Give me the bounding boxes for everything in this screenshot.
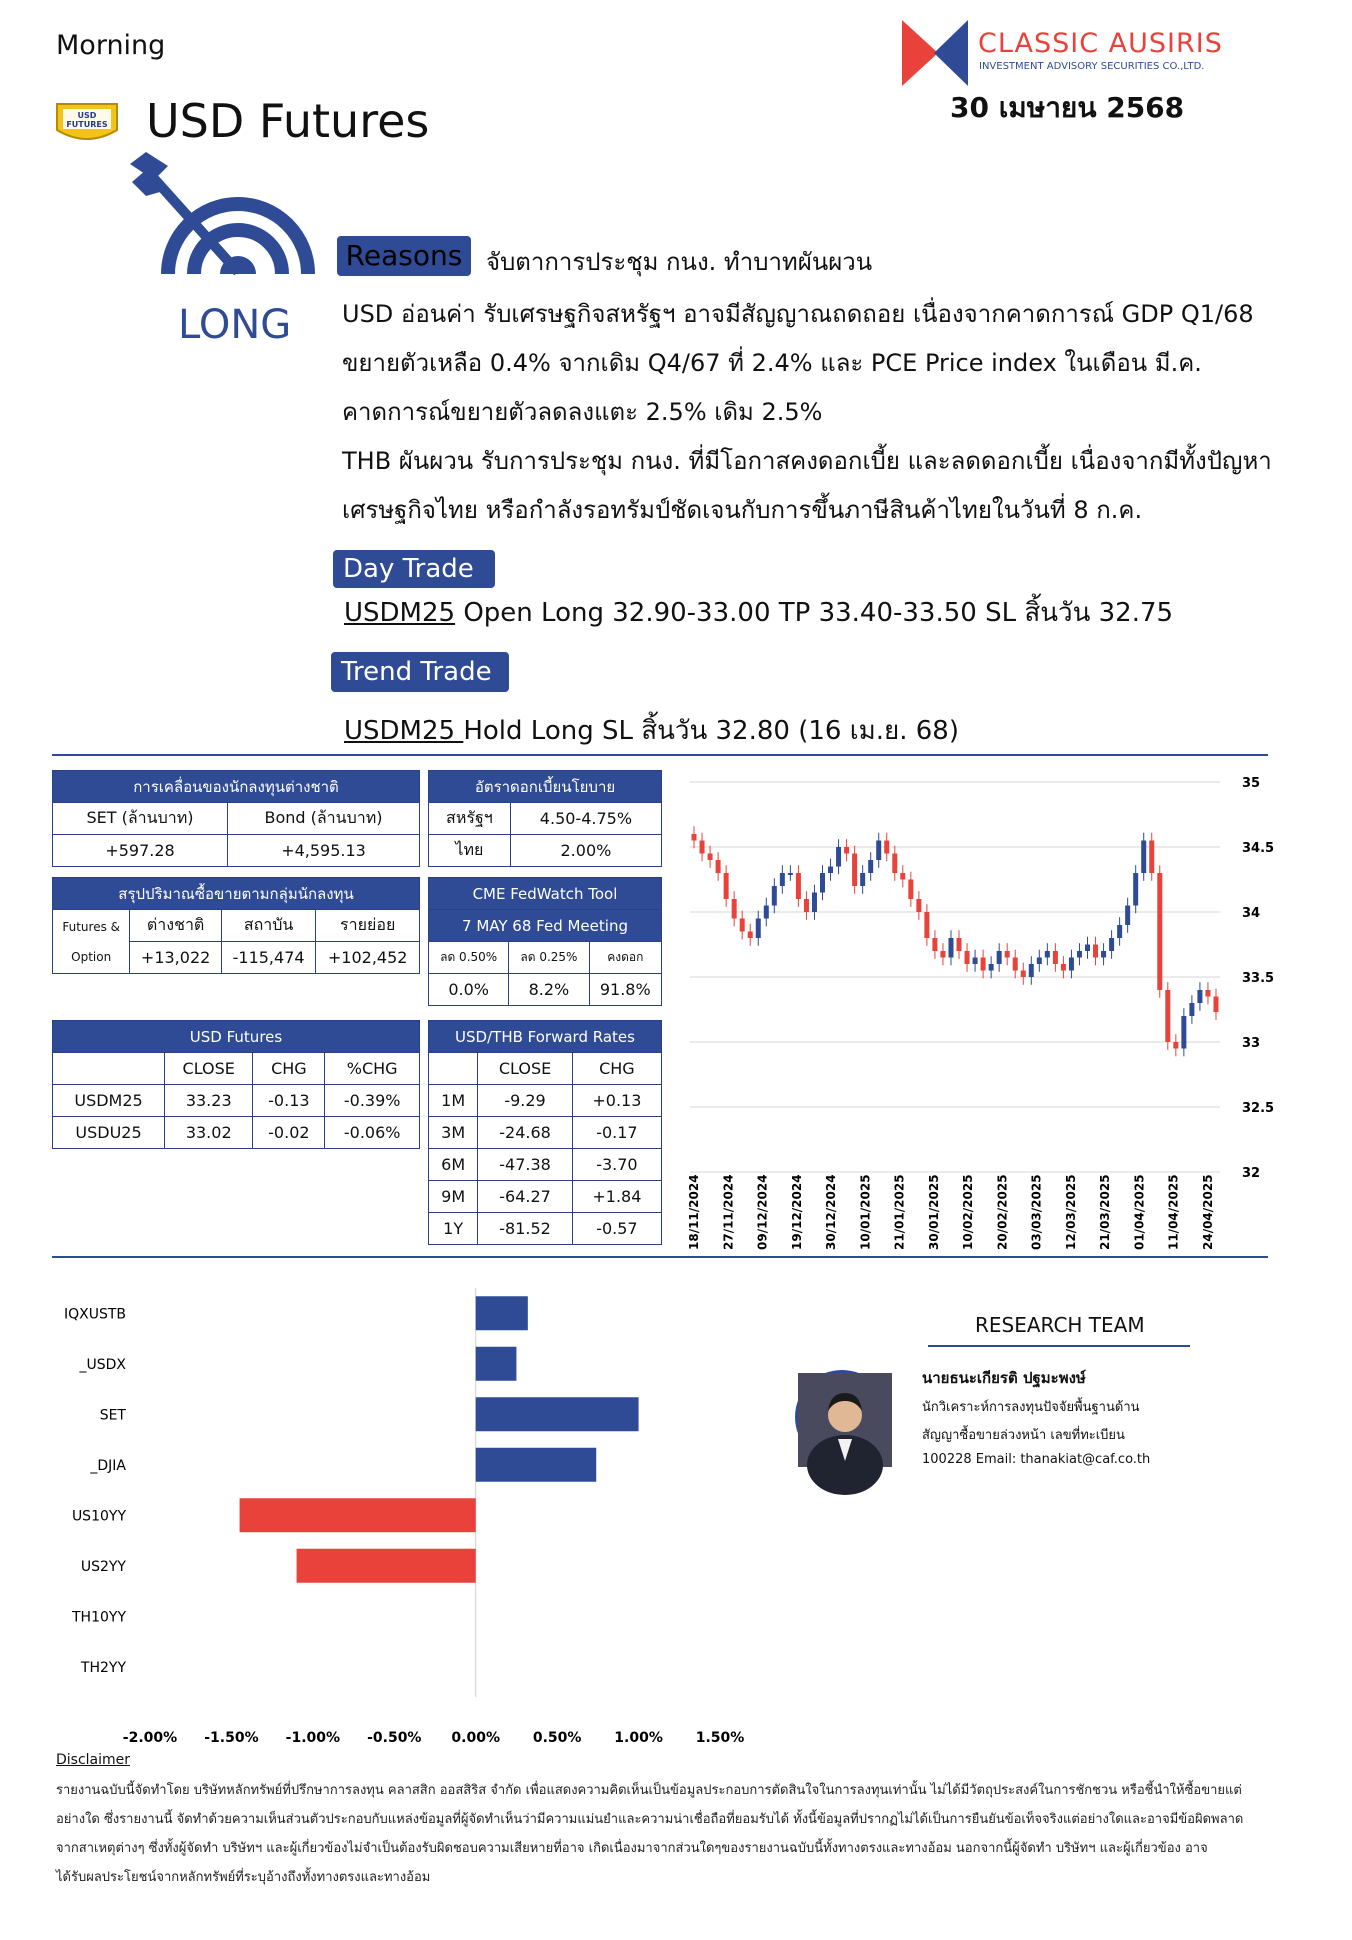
candle <box>860 873 865 886</box>
day-trade-line <box>344 592 1173 633</box>
x-tick-label: 01/04/2025 <box>1132 1174 1147 1250</box>
candle <box>804 899 809 912</box>
x-tick-label: 20/02/2025 <box>995 1174 1010 1250</box>
forward-rates-h-close: CLOSE <box>478 1053 572 1085</box>
fedwatch-v2: 8.2% <box>509 974 589 1006</box>
forward-rates-blank-header <box>429 1053 478 1085</box>
day-trade-label: Day Trade <box>333 550 495 588</box>
bar <box>476 1296 528 1330</box>
candle <box>1061 964 1066 971</box>
fedwatch-v1: 0.0% <box>429 974 509 1006</box>
candle <box>772 886 777 906</box>
candle <box>836 847 841 867</box>
candle <box>916 899 921 912</box>
disclaimer-line-1: รายงานฉบับนี้จัดทำโดย บริษัทหลักทรัพย์ที่ปรึกษาการลงทุน คลาสสิก ออสสิริส จำกัด เพื่อแสดงความคิดเห็นเป็นข้อมูลประกอบการตัดสินใจในการลงทุนเท่านั้น ไม่ได้มีวัตถุประสงค์ในการชักชวน หรือชี้นำให้ซื้อขายแต่ <box>56 1783 1242 1798</box>
candle <box>981 958 986 971</box>
investor-summary-v2: -115,474 <box>221 942 316 974</box>
bar-category-label: TH2YY <box>80 1659 126 1676</box>
x-tick-label: 24/04/2025 <box>1201 1174 1215 1250</box>
x-tick-label: 30/01/2025 <box>926 1174 941 1250</box>
candle <box>940 951 945 958</box>
usd-futures-name: USDU25 <box>53 1117 165 1149</box>
brand-logo <box>900 18 970 88</box>
candle <box>724 873 729 899</box>
analyst-role-3: 100228 Email: thanakiat@caf.co.th <box>922 1452 1151 1467</box>
forward-chg: -0.17 <box>572 1117 661 1149</box>
bar <box>476 1448 597 1482</box>
usd-futures-blank-header <box>53 1053 165 1085</box>
candle <box>700 841 705 854</box>
disclaimer-body <box>56 1776 1243 1892</box>
reasons-line-4: THB ผันผวน รับการประชุม กนง. ที่มีโอกาสคงดอกเบี้ย และลดดอกเบี้ย เนื่องจากมีทั้งปัญหา <box>342 447 1272 475</box>
x-tick-label: 10/02/2025 <box>961 1174 976 1250</box>
forward-close: -64.27 <box>478 1181 572 1213</box>
usd-futures-close: 33.02 <box>165 1117 253 1149</box>
reasons-line-2: ขยายตัวเหลือ 0.4% จากเดิม Q4/67 ที่ 2.4% และ PCE Price index ในเดือน มี.ค. <box>342 349 1202 377</box>
x-tick-label: 09/12/2024 <box>755 1174 770 1250</box>
x-tick-label: 30/12/2024 <box>824 1174 839 1250</box>
bar-category-label: _DJIA <box>90 1457 126 1474</box>
trend-trade-label: Trend Trade <box>331 652 509 692</box>
forward-chg: +1.84 <box>572 1181 661 1213</box>
foreign-flow-col1: SET (ล้านบาท) <box>53 803 228 835</box>
table-row <box>53 1117 420 1149</box>
analyst-role-2: สัญญาซื้อขายล่วงหน้า เลขที่ทะเบียน <box>922 1428 1125 1443</box>
candle <box>1205 990 1210 997</box>
investor-summary-title: สรุปปริมาณซื้อขายตามกลุ่มนักลงทุน <box>53 878 420 910</box>
analyst-name: นายธนะเกียรติ ปฐมะพงษ์ <box>922 1369 1086 1387</box>
y-tick-label: 32 <box>1242 1166 1261 1181</box>
candle <box>852 854 857 887</box>
candle <box>1173 1042 1178 1049</box>
candle <box>732 899 737 919</box>
fedwatch-title: CME FedWatch Tool <box>429 878 662 910</box>
policy-rate-title: อัตราดอกเบี้ยนโยบาย <box>429 771 662 803</box>
candle <box>1189 1003 1194 1016</box>
bar-category-label: TH10YY <box>72 1609 126 1626</box>
x-tick-label: 19/12/2024 <box>789 1174 804 1250</box>
page-title: USD Futures <box>146 94 430 148</box>
table-row <box>429 1181 662 1213</box>
candle <box>1101 951 1106 958</box>
investor-summary-h2: สถาบัน <box>221 910 316 942</box>
policy-rate-us-value: 4.50-4.75% <box>510 803 661 835</box>
x-tick-label: -0.50% <box>367 1730 422 1746</box>
foreign-flow-col2: Bond (ล้านบาท) <box>228 803 420 835</box>
candle <box>1149 841 1154 874</box>
forward-close: -47.38 <box>478 1149 572 1181</box>
candle <box>997 951 1002 964</box>
day-trade-symbol: USDM25 <box>344 598 456 628</box>
avatar <box>795 1370 889 1464</box>
usd-futures-pct: -0.39% <box>325 1085 420 1117</box>
candle <box>876 841 881 861</box>
usd-futures-name: USDM25 <box>53 1085 165 1117</box>
x-tick-label: 21/03/2025 <box>1098 1174 1113 1250</box>
bar <box>476 1397 639 1431</box>
candle <box>1141 841 1146 874</box>
candle <box>1069 958 1074 971</box>
forward-close: -24.68 <box>478 1117 572 1149</box>
fedwatch-h2: ลด 0.25% <box>509 942 589 974</box>
candle <box>884 841 889 854</box>
usd-futures-logo <box>53 100 121 148</box>
forward-chg: -0.57 <box>572 1213 661 1245</box>
trend-trade-line <box>344 710 959 751</box>
candle <box>1085 945 1090 952</box>
policy-rate-us-label: สหรัฐฯ <box>429 803 511 835</box>
trend-trade-symbol: USDM25 <box>344 716 464 746</box>
target-icon <box>128 152 312 282</box>
y-tick-label: 34.5 <box>1242 841 1275 856</box>
fedwatch-h3: คงดอก <box>589 942 661 974</box>
y-tick-label: 33.5 <box>1242 971 1275 986</box>
reasons-body <box>342 290 1272 535</box>
x-tick-label: 11/04/2025 <box>1166 1174 1181 1250</box>
candle <box>957 938 962 951</box>
candle <box>1093 945 1098 958</box>
candle <box>748 932 753 939</box>
investor-summary-table <box>52 877 420 974</box>
y-tick-label: 35 <box>1242 776 1261 791</box>
forward-chg: +0.13 <box>572 1085 661 1117</box>
bar <box>476 1347 517 1381</box>
investor-summary-h3: รายย่อย <box>316 910 420 942</box>
foreign-flow-table <box>52 770 420 867</box>
y-tick-label: 33 <box>1242 1036 1261 1051</box>
candle <box>1157 873 1162 990</box>
usd-futures-h-chg: CHG <box>253 1053 325 1085</box>
bar <box>297 1549 476 1583</box>
investor-summary-row-label-2: Option <box>71 949 112 964</box>
candle <box>973 958 978 965</box>
fedwatch-h1: ลด 0.50% <box>429 942 509 974</box>
brand-subtitle: INVESTMENT ADVISORY SECURITIES CO.,LTD. <box>979 61 1205 72</box>
bar-category-label: US10YY <box>71 1508 126 1525</box>
report-date: 30 เมษายน 2568 <box>950 91 1185 124</box>
candle <box>989 964 994 971</box>
candle <box>796 873 801 899</box>
y-tick-label: 32.5 <box>1242 1101 1275 1116</box>
usdthb-candlestick-chart <box>680 770 1280 1260</box>
policy-rate-th-value: 2.00% <box>510 835 661 867</box>
candle <box>1165 990 1170 1042</box>
candle <box>1117 925 1122 938</box>
signal-label: LONG <box>178 302 292 348</box>
bar-category-label: _USDX <box>79 1356 126 1373</box>
candle <box>1125 906 1130 926</box>
forward-tenor: 3M <box>429 1117 478 1149</box>
candle <box>812 893 817 913</box>
x-tick-label: 1.00% <box>614 1730 663 1746</box>
edition-label: Morning <box>56 30 166 61</box>
table-row <box>53 1085 420 1117</box>
investor-summary-h1: ต่างชาติ <box>130 910 221 942</box>
usd-futures-pct: -0.06% <box>325 1117 420 1149</box>
investor-summary-row-label <box>53 910 130 974</box>
reasons-line-5: เศรษฐกิจไทย หรือกำลังรอทรัมป์ชัดเจนกับการขึ้นภาษีสินค้าไทยในวันที่ 8 ก.ค. <box>342 496 1143 524</box>
investor-summary-row-label-1: Futures & <box>62 919 120 934</box>
candle <box>932 938 937 951</box>
x-tick-label: -2.00% <box>122 1730 178 1746</box>
forward-tenor: 1M <box>429 1085 478 1117</box>
analyst-role-1: นักวิเคราะห์การลงทุนปัจจัยพื้นฐานด้าน <box>922 1400 1140 1415</box>
disclaimer-line-2: อย่างใด ซึ่งรายงานนี้ จัดทำด้วยความเห็นส่วนตัวประกอบกับแหล่งข้อมูลที่ผู้จัดทำเห็นว่ามีความแม่นยำและความน่าเชื่อถือที่ยอมรับได้ ทั้งนี้ข้อมูลที่ปรากฏไม่ได้เป็นการยืนยันข้อเท็จจริงแต่อย่างใดและอาจมีข้อผิดพลาด <box>56 1812 1244 1827</box>
forward-chg: -3.70 <box>572 1149 661 1181</box>
research-team-title: RESEARCH TEAM <box>975 1313 1145 1337</box>
usd-futures-chg: -0.02 <box>253 1117 325 1149</box>
candle <box>1029 964 1034 977</box>
x-tick-label: 0.50% <box>532 1730 582 1746</box>
candle <box>1037 958 1042 965</box>
candle <box>1181 1016 1186 1049</box>
candle <box>1021 971 1026 978</box>
disclaimer-title: Disclaimer <box>56 1752 131 1768</box>
x-tick-label: 10/01/2025 <box>858 1174 873 1250</box>
x-tick-label: 18/11/2024 <box>687 1174 701 1250</box>
x-tick-label: -1.00% <box>285 1730 341 1746</box>
forward-tenor: 6M <box>429 1149 478 1181</box>
divider-top <box>52 754 1268 756</box>
candle <box>788 873 793 875</box>
disclaimer-line-3: จากสาเหตุต่างๆ ซึ่งทั้งผู้จัดทำ บริษัทฯ และผู้เกี่ยวข้องไม่จำเป็นต้องรับผิดชอบความเสียหายที่อาจ เกิดเนื่องมาจากส่วนใดๆของรายงานฉบับนี้ทั้งทางตรงและทางอ้อม นอกจากนี้ผู้จัดทำ บริษัทฯ และผู้เกี่ยวข้อง อาจ <box>56 1841 1208 1856</box>
x-tick-label: 1.50% <box>695 1730 745 1746</box>
usd-futures-title: USD Futures <box>53 1021 420 1053</box>
x-tick-label: 03/03/2025 <box>1029 1174 1044 1250</box>
usd-futures-table <box>52 1020 420 1149</box>
candle <box>908 880 913 900</box>
candle <box>900 873 905 880</box>
candle <box>1077 951 1082 958</box>
bar-category-label: IQXUSTB <box>63 1306 126 1323</box>
trend-trade-text: Hold Long SL สิ้นวัน 32.80 (16 เม.ย. 68) <box>463 716 959 746</box>
fedwatch-v3: 91.8% <box>589 974 661 1006</box>
candle <box>1045 951 1050 958</box>
fedwatch-subtitle: 7 MAY 68 Fed Meeting <box>429 910 662 942</box>
candle <box>965 951 970 964</box>
candle <box>764 906 769 919</box>
foreign-flow-val1: +597.28 <box>53 835 228 867</box>
usd-futures-chg: -0.13 <box>253 1085 325 1117</box>
candle <box>1197 990 1202 1003</box>
candle <box>820 873 825 893</box>
candle <box>948 938 953 958</box>
x-tick-label: 0.00% <box>451 1730 501 1746</box>
y-tick-label: 34 <box>1242 906 1261 921</box>
candle <box>892 854 897 874</box>
foreign-flow-val2: +4,595.13 <box>228 835 420 867</box>
forward-rates-h-chg: CHG <box>572 1053 661 1085</box>
research-team-underline <box>928 1345 1190 1347</box>
reasons-line-1: USD อ่อนค่า รับเศรษฐกิจสหรัฐฯ อาจมีสัญญาณถดถอย เนื่องจากคาดการณ์ GDP Q1/68 <box>342 300 1254 328</box>
bar-category-label: SET <box>99 1407 126 1424</box>
table-row <box>429 1213 662 1245</box>
table-row <box>429 1085 662 1117</box>
investor-summary-v3: +102,452 <box>316 942 420 974</box>
candle <box>780 873 785 886</box>
usd-futures-h-pct: %CHG <box>325 1053 420 1085</box>
candle <box>1013 958 1018 971</box>
disclaimer-line-4: ได้รับผลประโยชน์จากหลักทรัพย์ที่ระบุอ้างถึงทั้งทางตรงและทางอ้อม <box>56 1870 431 1885</box>
candle <box>740 919 745 932</box>
candle <box>716 860 721 873</box>
candle <box>692 834 697 841</box>
policy-rate-table <box>428 770 662 867</box>
candle <box>1133 873 1138 906</box>
reasons-label: Reasons <box>337 236 471 276</box>
investor-summary-v1: +13,022 <box>130 942 221 974</box>
candle <box>1213 997 1218 1013</box>
forward-tenor: 1Y <box>429 1213 478 1245</box>
forward-rates-title: USD/THB Forward Rates <box>429 1021 662 1053</box>
foreign-flow-title: การเคลื่อนของนักลงทุนต่างชาติ <box>53 771 420 803</box>
usd-futures-h-close: CLOSE <box>165 1053 253 1085</box>
x-tick-label: 12/03/2025 <box>1063 1174 1078 1250</box>
usd-futures-logo-text: USD FUTURES <box>66 111 108 129</box>
forward-close: -81.52 <box>478 1213 572 1245</box>
x-tick-label: 21/01/2025 <box>892 1174 907 1250</box>
candle <box>1053 951 1058 964</box>
reasons-line-3: คาดการณ์ขยายตัวลดลงแตะ 2.5% เดิม 2.5% <box>342 398 823 426</box>
table-row <box>429 1149 662 1181</box>
candle <box>868 860 873 873</box>
market-change-bar-chart <box>40 1270 760 1746</box>
x-tick-label: -1.50% <box>204 1730 259 1746</box>
candle <box>1109 938 1114 951</box>
divider-mid <box>52 1256 1268 1258</box>
brand-name: CLASSIC AUSIRIS <box>978 28 1223 59</box>
candle <box>844 847 849 854</box>
table-row <box>429 1117 662 1149</box>
candle <box>828 867 833 874</box>
forward-close: -9.29 <box>478 1085 572 1117</box>
candle <box>756 919 761 939</box>
candle <box>924 912 929 938</box>
policy-rate-th-label: ไทย <box>429 835 511 867</box>
day-trade-text: Open Long 32.90-33.00 TP 33.40-33.50 SL สิ้นวัน 32.75 <box>455 598 1174 628</box>
candle <box>708 854 713 861</box>
reasons-headline: จับตาการประชุม กนง. ทำบาทผันผวน <box>486 248 873 276</box>
bar-category-label: US2YY <box>80 1558 126 1575</box>
fedwatch-table <box>428 877 662 1006</box>
x-tick-label: 27/11/2024 <box>721 1174 736 1250</box>
bar <box>240 1498 476 1532</box>
forward-tenor: 9M <box>429 1181 478 1213</box>
usd-futures-close: 33.23 <box>165 1085 253 1117</box>
forward-rates-table <box>428 1020 662 1245</box>
candle <box>1005 951 1010 958</box>
